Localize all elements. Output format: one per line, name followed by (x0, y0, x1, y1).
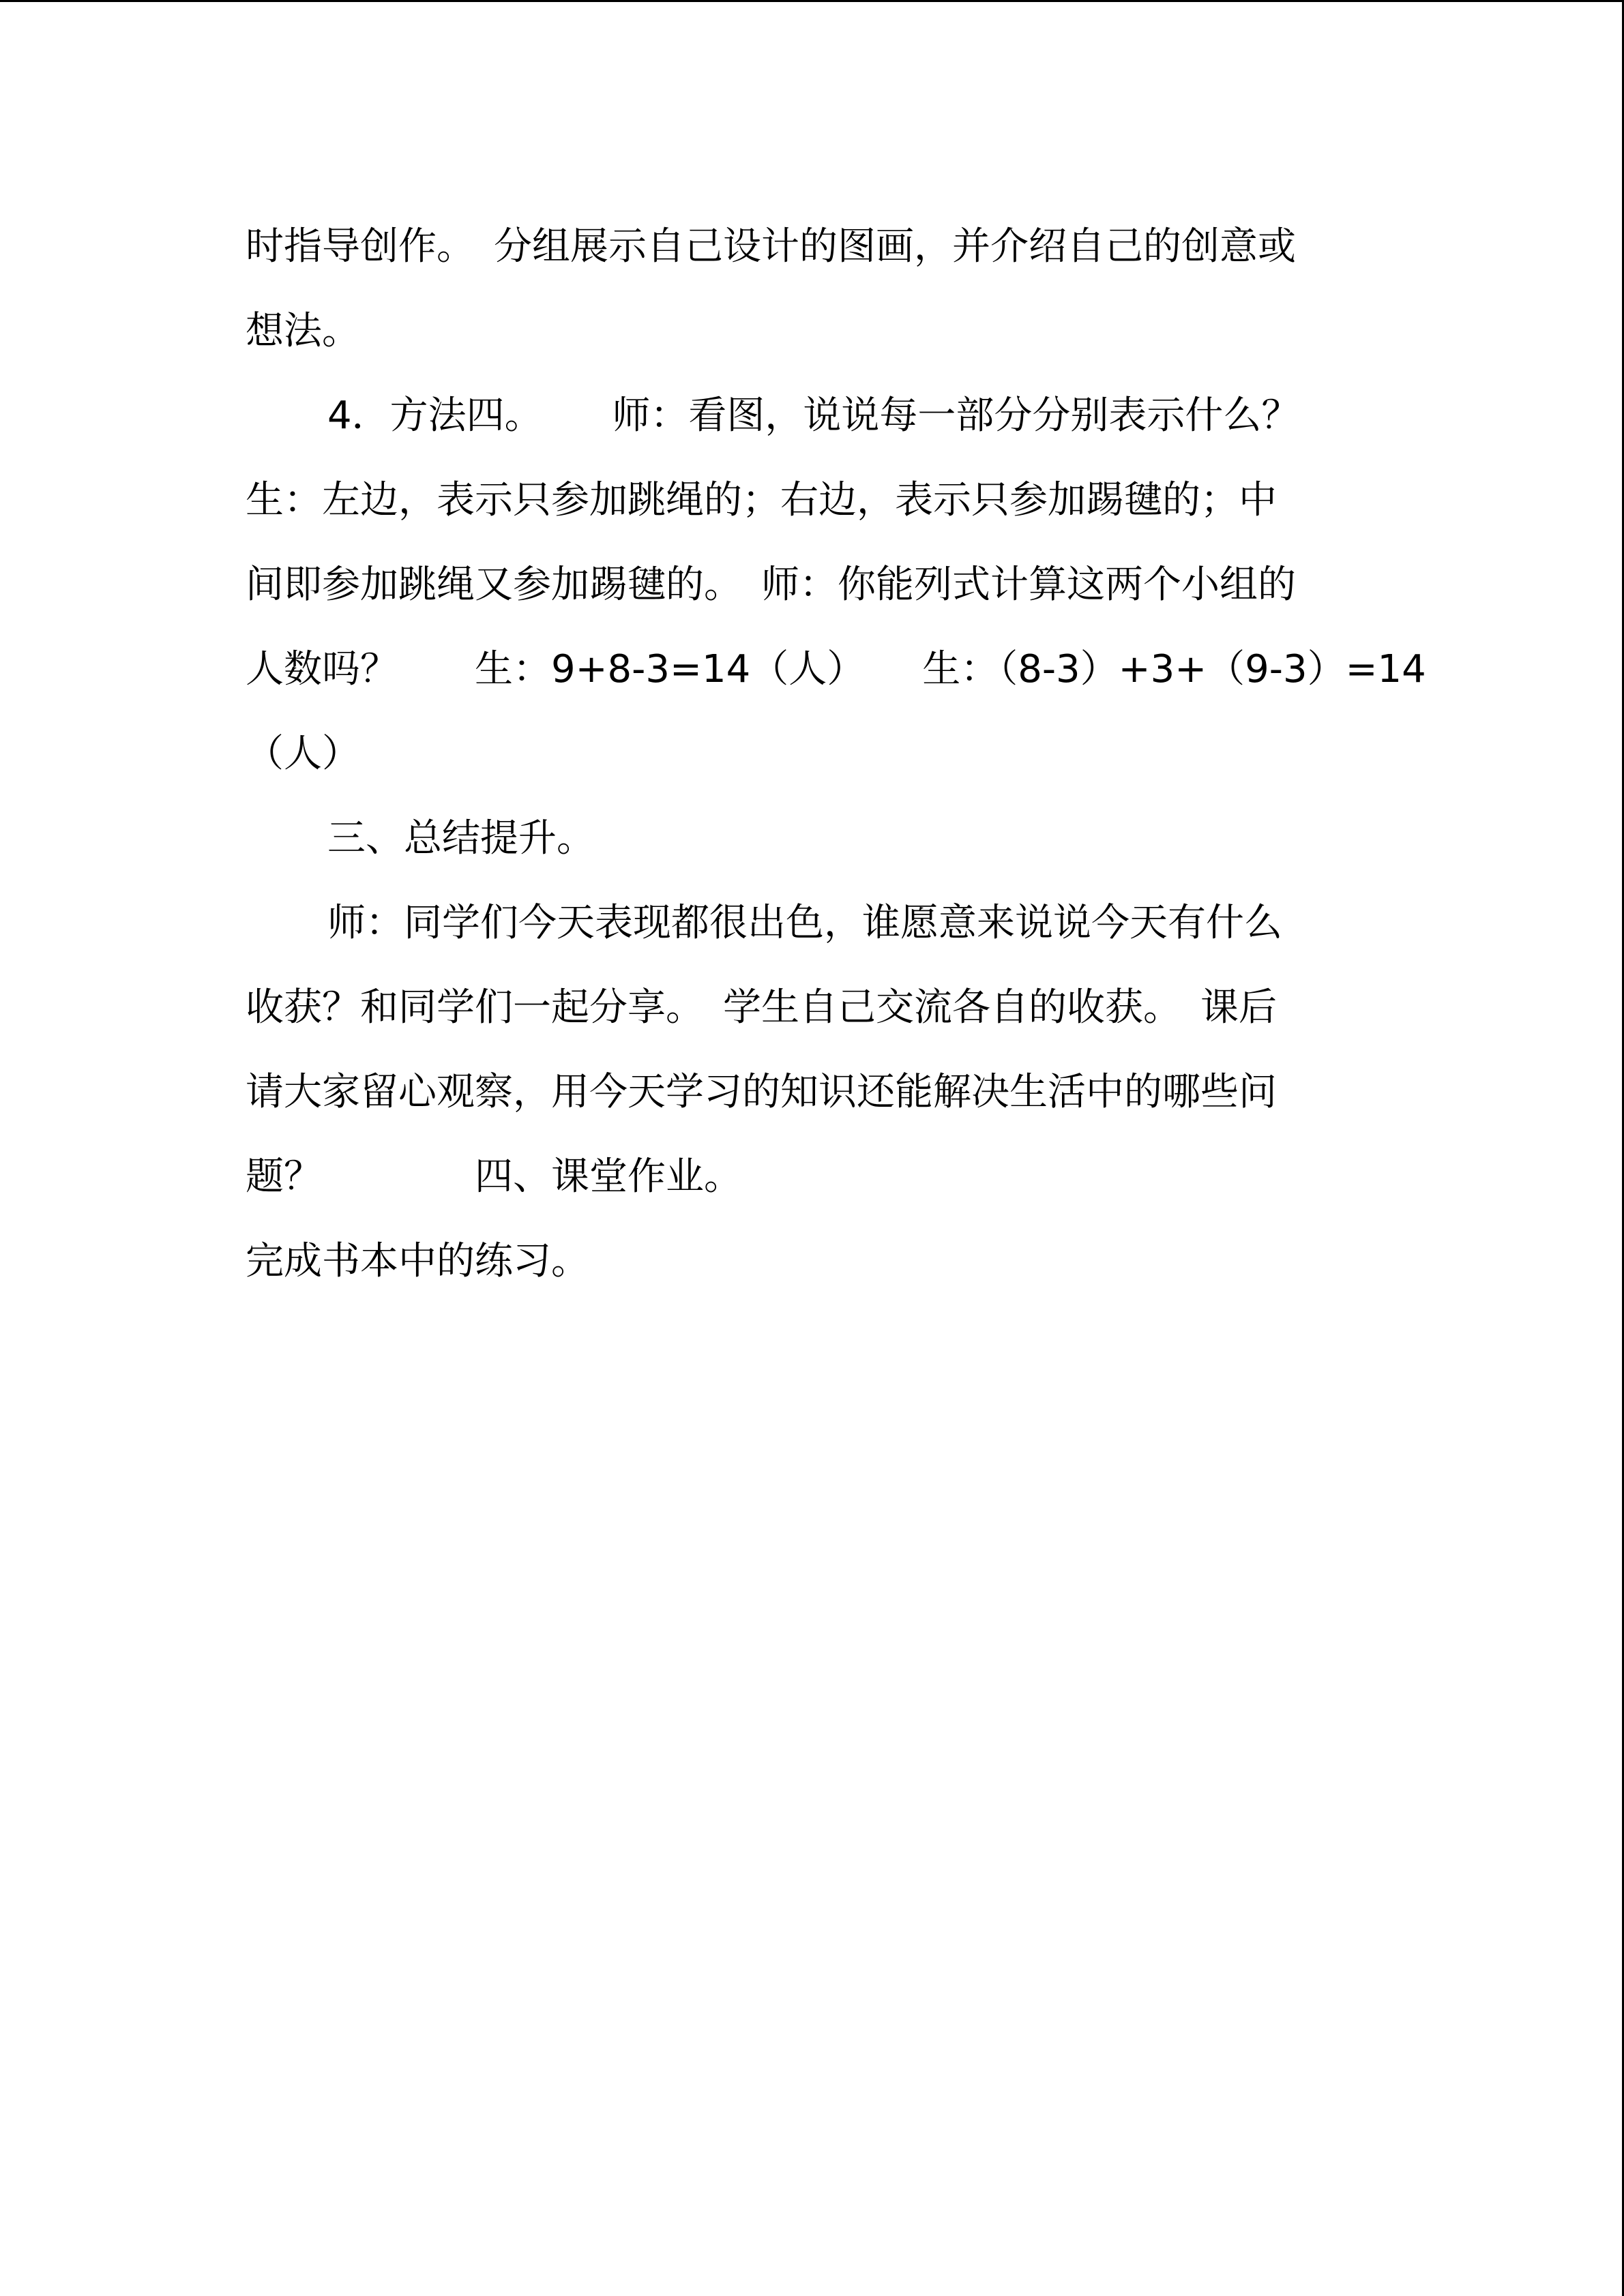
paragraph-line: 生：左边，表示只参加跳绳的；右边，表示只参加踢毽的；中 (246, 478, 1277, 522)
paragraph-line: 想法。 (246, 309, 360, 353)
page-top-border (0, 0, 1624, 2)
paragraph-line: 师：同学们今天表现都很出色，谁愿意来说说今天有什么 (327, 901, 1282, 945)
paragraph-line: 时指导创作。 分组展示自己设计的图画，并介绍自己的创意或 (246, 224, 1296, 269)
document-body (246, 205, 1426, 1304)
paragraph-line: 请大家留心观察，用今天学习的知识还能解决生活中的哪些问 (246, 1070, 1277, 1114)
section-heading-summary: 三、总结提升。 (327, 816, 595, 861)
equation-line: 人数吗？ 生：9+8-3=14（人） 生：（8-3）+3+（9-3）=14 (246, 647, 1426, 691)
paragraph-line: 收获？和同学们一起分享。 学生自己交流各自的收获。 课后 (246, 985, 1277, 1030)
section-heading-homework: 题？ 四、课堂作业。 (246, 1154, 742, 1199)
paragraph-line: 间即参加跳绳又参加踢毽的。 师：你能列式计算这两个小组的 (246, 563, 1296, 607)
method-four-line: 4．方法四。 师：看图，说说每一部分分别表示什么？ (327, 393, 1300, 438)
paragraph-line: 完成书本中的练习。 (246, 1239, 589, 1283)
paragraph-line: （人） (246, 732, 360, 776)
